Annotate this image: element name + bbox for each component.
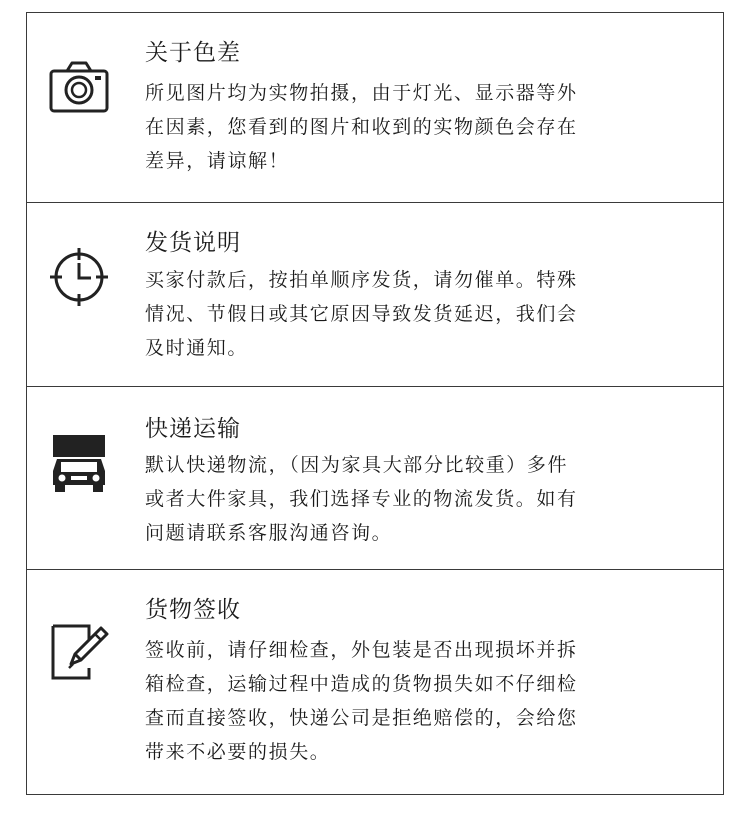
body-line: 问题请联系客服沟通咨询。 xyxy=(145,522,393,544)
body-line: 在因素，您看到的图片和收到的实物颜色会存在 xyxy=(145,116,578,138)
body-line: 买家付款后，按拍单顺序发货，请勿催单。特殊 xyxy=(145,269,578,291)
section-title: 货物签收 xyxy=(145,597,241,623)
clock-icon xyxy=(47,245,111,309)
section-title: 发货说明 xyxy=(145,230,241,256)
body-line: 签收前，请仔细检查，外包装是否出现损坏并拆 xyxy=(145,639,578,661)
body-line: 所见图片均为实物拍摄，由于灯光、显示器等外 xyxy=(145,82,578,104)
section-body xyxy=(145,448,705,550)
body-line: 箱检查，运输过程中造成的货物损失如不仔细检 xyxy=(145,673,578,695)
section-body xyxy=(145,633,705,769)
truck-icon xyxy=(47,431,111,495)
section-title: 关于色差 xyxy=(145,40,241,66)
section-color-difference xyxy=(27,13,723,202)
section-courier-transport xyxy=(27,387,723,569)
section-body xyxy=(145,263,705,365)
body-line: 默认快递物流，（因为家具大部分比较重）多件 xyxy=(145,454,569,476)
body-line: 或者大件家具，我们选择专业的物流发货。如有 xyxy=(145,488,578,510)
body-line: 带来不必要的损失。 xyxy=(145,741,331,763)
document-edit-icon xyxy=(47,620,111,684)
body-line: 情况、节假日或其它原因导致发货延迟，我们会 xyxy=(145,303,578,325)
body-line: 查而直接签收，快递公司是拒绝赔偿的，会给您 xyxy=(145,707,578,729)
info-panel xyxy=(26,12,724,795)
section-goods-receipt xyxy=(27,570,723,794)
camera-icon xyxy=(47,55,111,119)
body-line: 差异，请谅解！ xyxy=(145,150,290,172)
body-line: 及时通知。 xyxy=(145,337,249,359)
section-shipping-notes xyxy=(27,203,723,386)
section-body xyxy=(145,76,705,178)
section-title: 快递运输 xyxy=(145,416,241,442)
